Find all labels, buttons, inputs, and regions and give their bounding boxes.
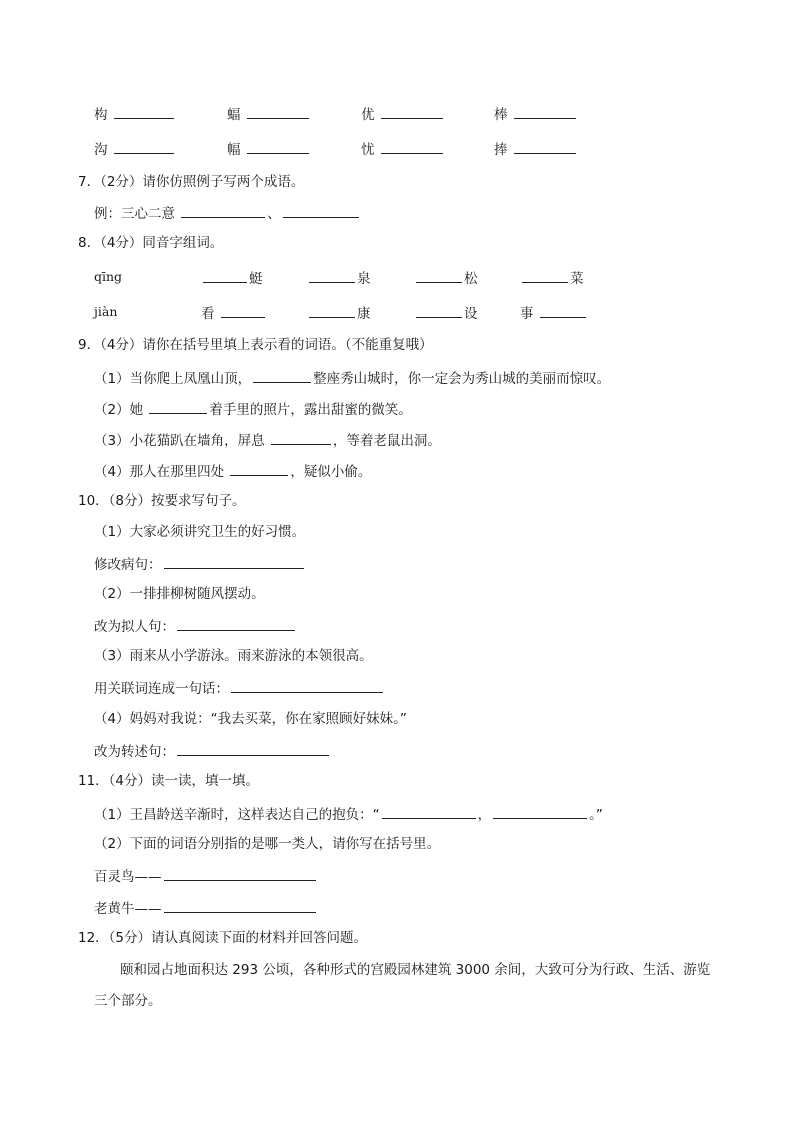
answer-blank[interactable] bbox=[164, 898, 316, 913]
sentence-text: （2）她 bbox=[94, 402, 148, 418]
q9-title: 9．（4分）请你在括号里填上表示看的词语。（不能重复哦） bbox=[78, 337, 433, 353]
q11-sentence-1 bbox=[94, 804, 603, 824]
answer-blank[interactable] bbox=[149, 399, 207, 414]
answer-blank[interactable] bbox=[247, 104, 309, 119]
q8-char: 设 bbox=[464, 306, 478, 322]
answer-blank[interactable] bbox=[164, 554, 304, 569]
answer-blank[interactable] bbox=[230, 461, 288, 476]
q8-char: 泉 bbox=[357, 271, 371, 287]
q6-char: 忧 bbox=[361, 142, 375, 158]
answer-label: 改为转述句： bbox=[94, 744, 175, 760]
q8-char: 事 bbox=[520, 306, 534, 322]
q11-word-1 bbox=[94, 866, 318, 886]
answer-blank[interactable] bbox=[231, 678, 383, 693]
q8-char: 松 bbox=[464, 271, 478, 287]
q6-char: 优 bbox=[361, 107, 375, 123]
answer-label: 改为拟人句： bbox=[94, 619, 175, 635]
q10-answer-4 bbox=[94, 741, 331, 761]
q10-answer-3 bbox=[94, 678, 385, 698]
answer-blank[interactable] bbox=[381, 139, 443, 154]
answer-label: 修改病句： bbox=[94, 557, 162, 573]
answer-blank[interactable] bbox=[382, 804, 476, 819]
answer-blank[interactable] bbox=[540, 303, 586, 318]
answer-blank[interactable] bbox=[514, 139, 576, 154]
q8-title: 8．（4分）同音字组词。 bbox=[78, 235, 224, 251]
q6-char: 捧 bbox=[494, 142, 508, 158]
sentence-text: ，等着老鼠出洞。 bbox=[332, 433, 441, 449]
q10-sentence-1: （1）大家必须讲究卫生的好习惯。 bbox=[94, 524, 306, 540]
q7-example-text: 例：三心二意 bbox=[94, 206, 175, 222]
answer-blank[interactable] bbox=[177, 741, 329, 756]
sentence-text: 。” bbox=[589, 807, 603, 823]
pinyin-label: jiàn bbox=[94, 304, 118, 319]
answer-blank[interactable] bbox=[416, 268, 462, 283]
q11-title: 11．（4分）读一读，填一填。 bbox=[78, 773, 260, 789]
q10-sentence-3: （3）雨来从小学游泳。雨来游泳的本领很高。 bbox=[94, 648, 373, 664]
q11-word-2 bbox=[94, 898, 318, 918]
q6-char: 沟 bbox=[94, 142, 108, 158]
answer-blank[interactable] bbox=[177, 616, 295, 631]
q11-sentence-2: （2）下面的词语分别指的是哪一类人，请你写在括号里。 bbox=[94, 836, 441, 852]
q8-char: 康 bbox=[357, 306, 371, 322]
q7-title: 7．（2分）请你仿照例子写两个成语。 bbox=[78, 174, 305, 190]
q7-separator: 、 bbox=[267, 206, 281, 222]
answer-blank[interactable] bbox=[493, 804, 587, 819]
q9-sentence-3 bbox=[94, 430, 441, 450]
q9-sentence-2 bbox=[94, 399, 412, 419]
q8-char: 蜓 bbox=[249, 271, 263, 287]
answer-blank[interactable] bbox=[247, 139, 309, 154]
q9-sentence-4 bbox=[94, 461, 371, 481]
q10-sentence-2: （2）一排排柳树随风摆动。 bbox=[94, 586, 265, 602]
answer-blank[interactable] bbox=[181, 203, 265, 218]
answer-blank[interactable] bbox=[114, 139, 174, 154]
q10-answer-2 bbox=[94, 616, 297, 636]
answer-blank[interactable] bbox=[114, 104, 174, 119]
pinyin-label: qīng bbox=[94, 269, 123, 284]
sentence-text: 着手里的照片，露出甜蜜的微笑。 bbox=[209, 402, 412, 418]
sentence-text: （4）那人在那里四处 bbox=[94, 464, 229, 480]
answer-blank[interactable] bbox=[164, 866, 316, 881]
answer-blank[interactable] bbox=[416, 303, 462, 318]
answer-blank[interactable] bbox=[203, 268, 247, 283]
answer-blank[interactable] bbox=[381, 104, 443, 119]
answer-blank[interactable] bbox=[221, 303, 265, 318]
answer-blank[interactable] bbox=[253, 368, 311, 383]
sentence-text: ， bbox=[477, 807, 492, 823]
sentence-text: （1）王昌龄送辛渐时，这样表达自己的抱负：“ bbox=[94, 807, 380, 823]
q12-passage-line-1: 颐和园占地面积达 293 公顷，各种形式的宫殿园林建筑 3000 余间，大致可分为行政、生活、游览 bbox=[120, 962, 711, 978]
q6-char: 幅 bbox=[227, 142, 241, 158]
q6-char: 蝠 bbox=[227, 107, 241, 123]
sentence-text: 整座秀山城时，你一定会为秀山城的美丽而惊叹。 bbox=[313, 371, 611, 387]
answer-blank[interactable] bbox=[514, 104, 576, 119]
q6-char: 构 bbox=[94, 107, 108, 123]
q10-title: 10．（8分）按要求写句子。 bbox=[78, 493, 246, 509]
answer-blank[interactable] bbox=[271, 430, 331, 445]
q6-char: 棒 bbox=[494, 107, 508, 123]
answer-label: 用关联词连成一句话： bbox=[94, 681, 229, 697]
answer-blank[interactable] bbox=[309, 303, 355, 318]
q10-answer-1 bbox=[94, 554, 306, 574]
q12-title: 12．（5分）请认真阅读下面的材料并回答问题。 bbox=[78, 930, 368, 946]
q8-char: 看 bbox=[201, 306, 215, 322]
word-label: 百灵鸟—— bbox=[94, 869, 162, 885]
q9-sentence-1 bbox=[94, 368, 610, 388]
q12-passage-line-2: 三个部分。 bbox=[94, 993, 162, 1009]
q10-sentence-4: （4）妈妈对我说：“我去买菜，你在家照顾好妹妹。” bbox=[94, 711, 407, 727]
sentence-text: （3）小花猫趴在墙角，屏息 bbox=[94, 433, 269, 449]
sentence-text: ，疑似小偷。 bbox=[290, 464, 372, 480]
sentence-text: （1）当你爬上凤凰山顶， bbox=[94, 371, 252, 387]
answer-blank[interactable] bbox=[283, 203, 359, 218]
q7-example bbox=[94, 203, 361, 223]
q8-char: 菜 bbox=[570, 271, 584, 287]
word-label: 老黄牛—— bbox=[94, 901, 162, 917]
answer-blank[interactable] bbox=[522, 268, 568, 283]
answer-blank[interactable] bbox=[309, 268, 355, 283]
